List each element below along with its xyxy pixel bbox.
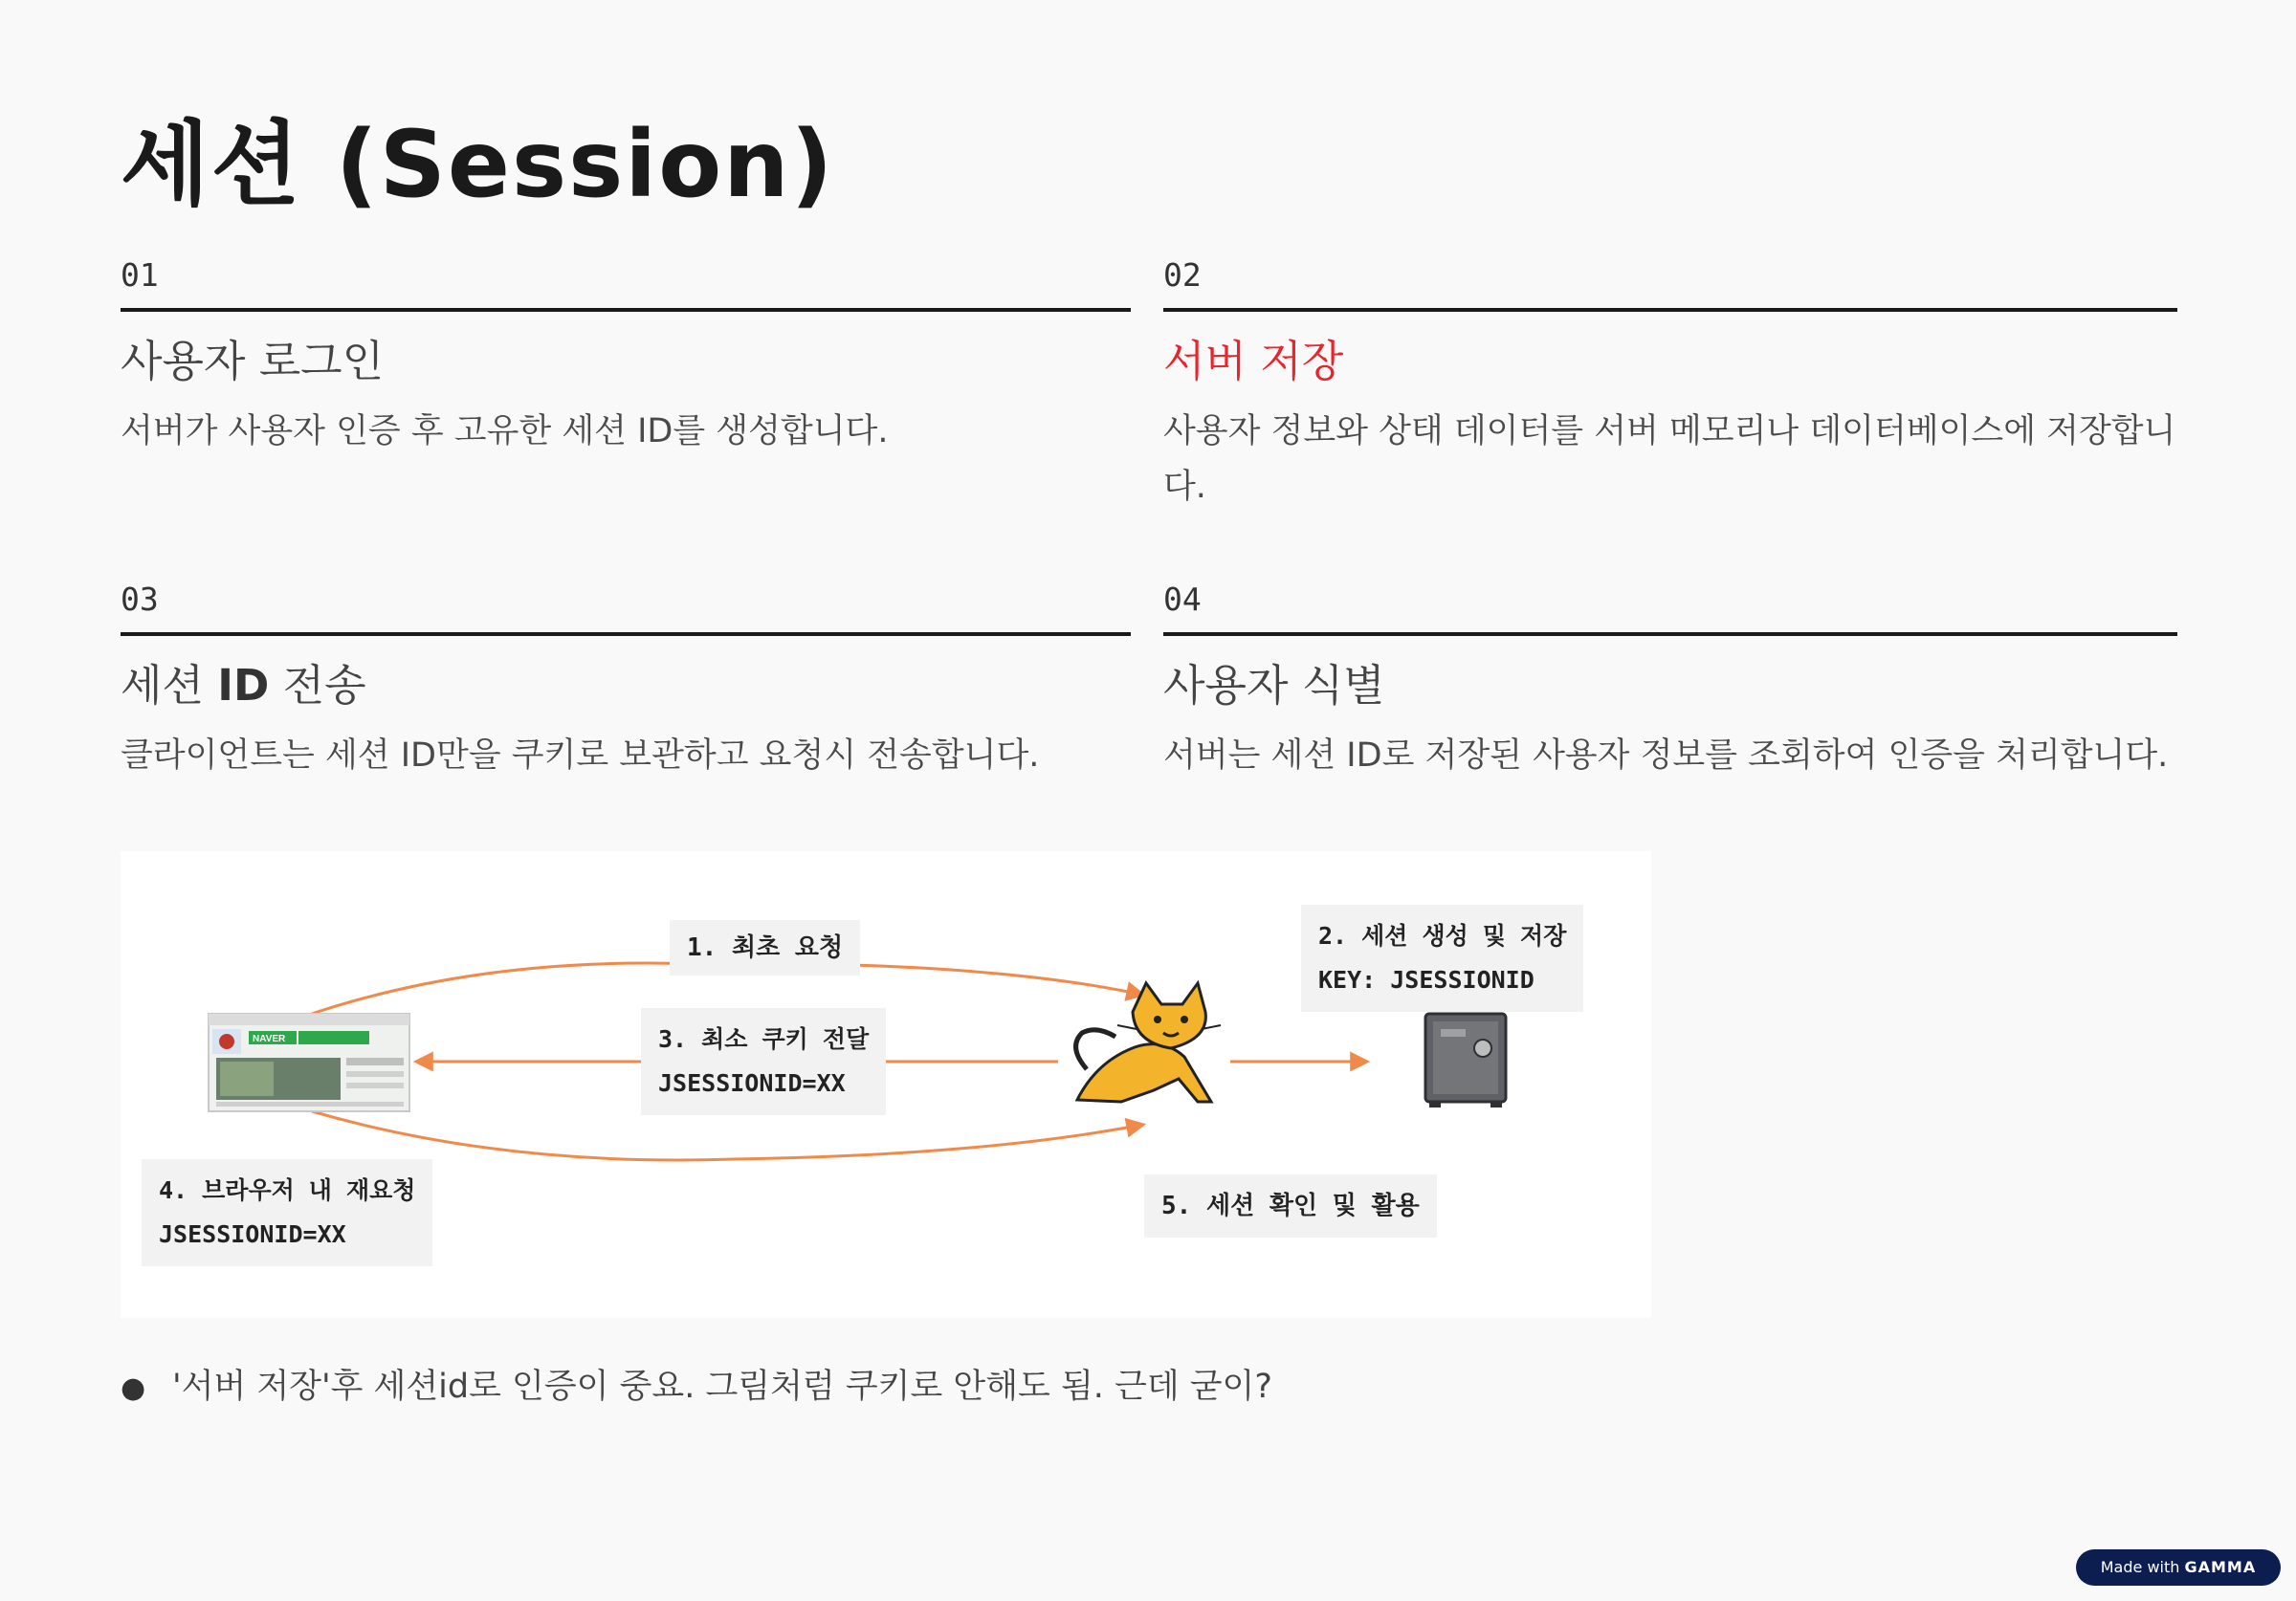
- step5-text: 5. 세션 확인 및 활용: [1161, 1192, 1420, 1220]
- step2-key: KEY: JSESSIONID: [1318, 966, 1534, 994]
- card-session-id-transfer: [121, 577, 1131, 783]
- step4-title: 4. 브라우저 내 재요청: [159, 1176, 416, 1204]
- card-user-login: [121, 252, 1131, 459]
- step4-re-request-label: [142, 1159, 432, 1266]
- card-user-identification: [1163, 577, 2177, 783]
- card-description: 서버는 세션 ID로 저장된 사용자 정보를 조회하여 인증을 처리합니다.: [1163, 736, 2169, 775]
- browser-brand: NAVER: [253, 1034, 286, 1044]
- step3-cookie-delivery-label: [641, 1008, 886, 1115]
- step3-value: JSESSIONID=XX: [658, 1069, 846, 1097]
- server-mascot: [1076, 983, 1221, 1102]
- session-flow-diagram: [121, 851, 1651, 1318]
- bullet-dot: ●: [121, 1371, 146, 1405]
- step4-value: JSESSIONID=XX: [159, 1220, 346, 1248]
- arrow-re-request: [312, 1111, 1142, 1160]
- card-title-post: 전송: [269, 660, 366, 711]
- step5-session-verify-label: [1144, 1174, 1437, 1238]
- card-title-pre: 세션: [121, 660, 218, 711]
- divider: [1163, 308, 2177, 312]
- card-server-storage: [1163, 252, 2177, 515]
- note-bullet: [121, 1358, 1460, 1417]
- divider: [121, 308, 1131, 312]
- step3-title: 3. 최소 쿠키 전달: [658, 1025, 870, 1053]
- card-number: 03: [121, 581, 159, 618]
- card-title-bold: ID: [217, 660, 270, 711]
- made-with-gamma-badge[interactable]: [2076, 1549, 2281, 1586]
- step2-session-create-label: [1301, 905, 1583, 1012]
- divider: [121, 632, 1131, 636]
- card-number: 04: [1163, 581, 1202, 618]
- card-description: 서버가 사용자 인증 후 고유한 세션 ID를 생성합니다.: [121, 412, 889, 450]
- card-title: [121, 657, 1131, 714]
- card-title: 서버 저장: [1163, 336, 1344, 386]
- card-number: 01: [121, 256, 159, 294]
- step1-text: 1. 최초 요청: [687, 933, 844, 962]
- card-description: 사용자 정보와 상태 데이터를 서버 메모리나 데이터베이스에 저장합니다.: [1163, 412, 2176, 506]
- step2-title: 2. 세션 생성 및 저장: [1318, 922, 1567, 950]
- badge-brand: GAMMA: [2184, 1558, 2257, 1576]
- card-title: 사용자 로그인: [121, 336, 385, 386]
- badge-prefix: Made with: [2100, 1558, 2180, 1576]
- step1-initial-request-label: [670, 920, 860, 976]
- page-title: 세션 (Session): [121, 111, 835, 218]
- note-text: '서버 저장'후 세션id로 인증이 중요. 그림처럼 쿠키로 안해도 됨. 근데 굳이?: [172, 1368, 1272, 1406]
- card-title: 사용자 식별: [1163, 660, 1385, 711]
- browser-thumbnail: [209, 1014, 409, 1111]
- card-description: 클라이언트는 세션 ID만을 쿠키로 보관하고 요청시 전송합니다.: [121, 736, 1040, 775]
- divider: [1163, 632, 2177, 636]
- card-number: 02: [1163, 256, 1202, 294]
- safe-storage-icon: [1425, 1014, 1506, 1108]
